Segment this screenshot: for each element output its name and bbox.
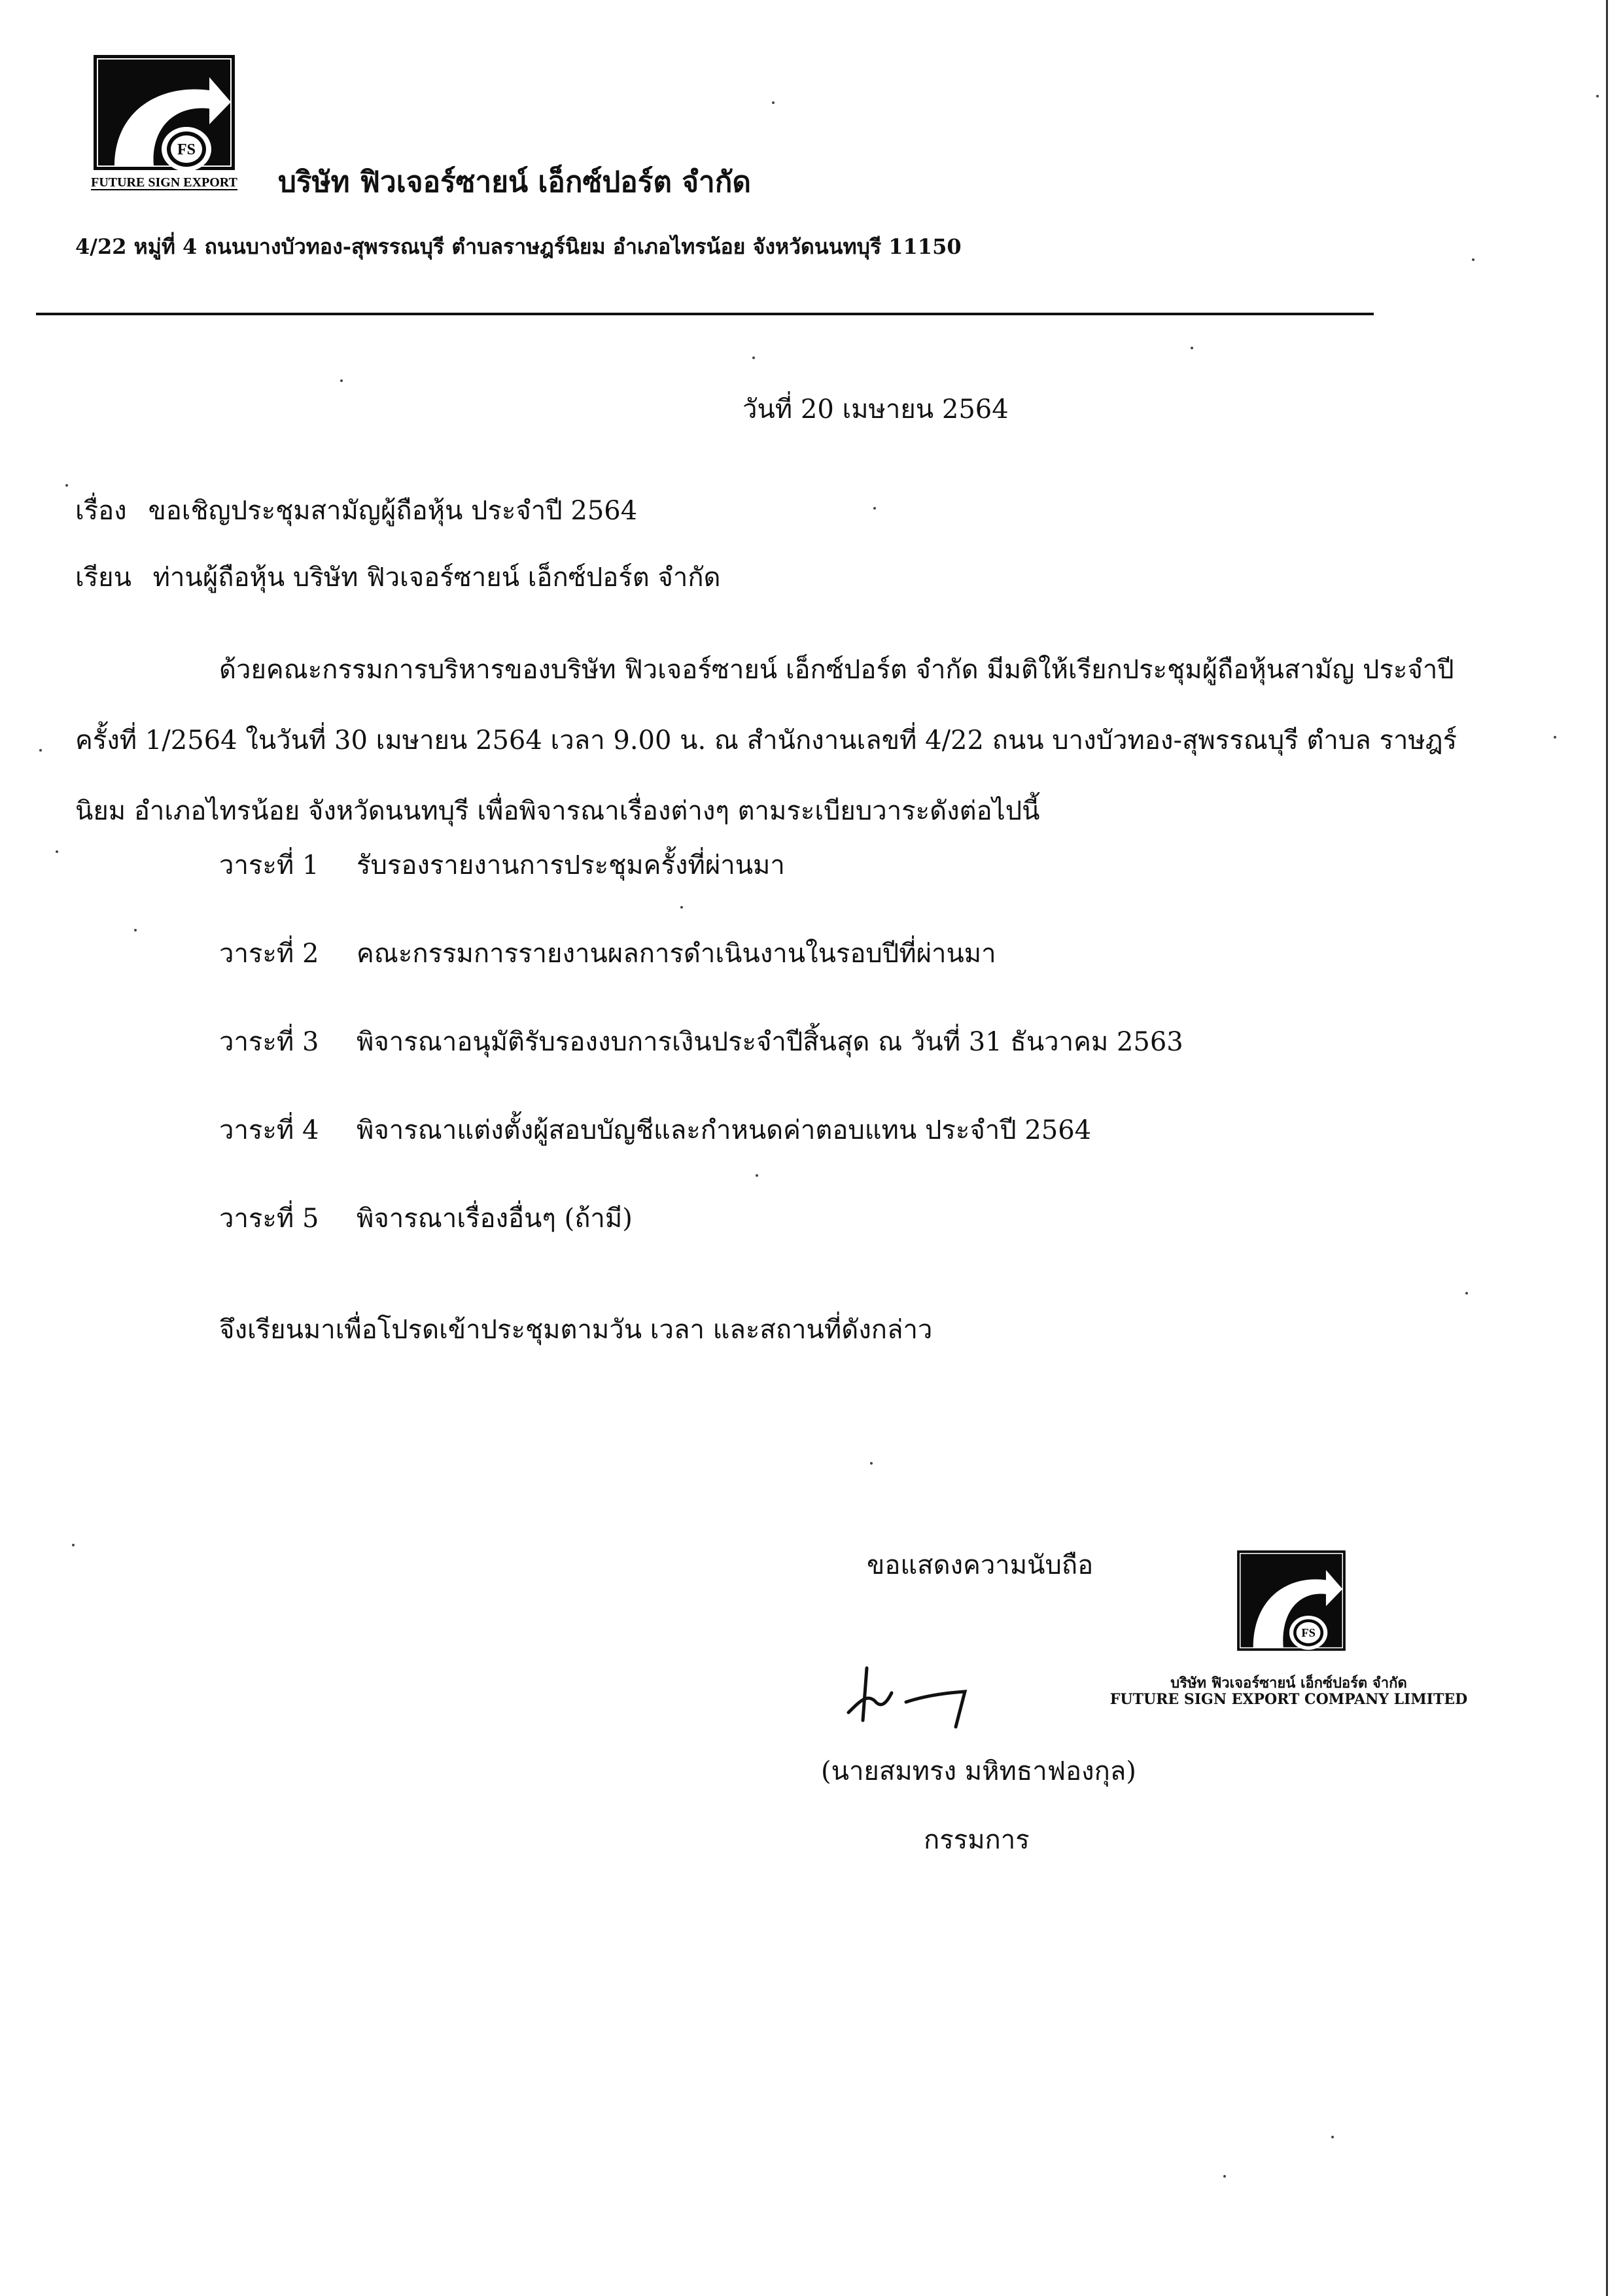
agenda-number: วาระที่ 4 bbox=[219, 1115, 319, 1145]
subject-line bbox=[75, 489, 637, 531]
stamp-letters: FS bbox=[1301, 1626, 1316, 1640]
scan-speck bbox=[72, 1544, 75, 1546]
logo-caption: FUTURE SIGN EXPORT bbox=[91, 175, 237, 190]
subject-label: เรื่อง bbox=[75, 496, 127, 526]
agenda-number: วาระที่ 3 bbox=[219, 1027, 319, 1057]
agenda-number: วาระที่ 1 bbox=[219, 850, 319, 880]
stamp-name-th: บริษัท ฟิวเจอร์ซายน์ เอ็กซ์ปอร์ต จำกัด bbox=[1170, 1675, 1407, 1692]
scan-speck bbox=[39, 749, 42, 752]
body-paragraph bbox=[75, 635, 1501, 846]
stamp-name-en: FUTURE SIGN EXPORT COMPANY LIMITED bbox=[1109, 1691, 1468, 1708]
scan-speck bbox=[65, 484, 68, 487]
scan-speck bbox=[873, 507, 876, 510]
scan-speck bbox=[1465, 1292, 1468, 1295]
scan-speck bbox=[680, 906, 683, 909]
signer-name: (นายสมทรง มหิทธาฟองกุล) bbox=[821, 1756, 1136, 1786]
company-name: บริษัท ฟิวเจอร์ซายน์ เอ็กซ์ปอร์ต จำกัด bbox=[278, 165, 751, 199]
agenda-text: พิจารณาอนุมัติรับรองงบการเงินประจำปีสิ้นสุด ณ วันที่ 31 ธันวาคม 2563 bbox=[357, 1027, 1183, 1057]
scan-speck bbox=[56, 850, 58, 853]
agenda-item bbox=[219, 1109, 1091, 1151]
scan-speck bbox=[772, 101, 775, 104]
closing-request: จึงเรียนมาเพื่อโปรดเข้าประชุมตามวัน เวลา และสถานที่ดังกล่าว bbox=[219, 1315, 933, 1345]
agenda-text: รับรองรายงานการประชุมครั้งที่ผ่านมา bbox=[357, 850, 785, 880]
logo-letters: FS bbox=[177, 141, 196, 158]
agenda-number: วาระที่ 5 bbox=[219, 1204, 319, 1234]
agenda-number: วาระที่ 2 bbox=[219, 939, 319, 969]
scan-speck bbox=[340, 379, 343, 382]
agenda-text: คณะกรรมการรายงานผลการดำเนินงานในรอบปีที่ผ่านมา bbox=[357, 939, 996, 969]
letter-date: วันที่ 20 เมษายน 2564 bbox=[742, 394, 1009, 425]
agenda-text: พิจารณาเรื่องอื่นๆ (ถ้ามี) bbox=[357, 1204, 633, 1234]
scan-speck bbox=[870, 1462, 873, 1465]
scan-speck bbox=[1596, 95, 1599, 97]
agenda-item bbox=[219, 1020, 1183, 1062]
signer-title: กรรมการ bbox=[924, 1825, 1030, 1855]
company-stamp-logo bbox=[1233, 1547, 1350, 1658]
scan-speck bbox=[1554, 736, 1556, 739]
logo-graphic bbox=[88, 51, 240, 195]
scan-speck bbox=[1331, 2136, 1334, 2138]
signature bbox=[841, 1655, 985, 1733]
recipient-label: เรียน bbox=[75, 563, 131, 593]
scan-edge-line bbox=[1606, 0, 1608, 2296]
agenda-item bbox=[219, 932, 996, 974]
scan-speck bbox=[1472, 258, 1475, 261]
company-logo bbox=[88, 51, 240, 195]
agenda-item bbox=[219, 1197, 633, 1239]
subject-text: ขอเชิญประชุมสามัญผู้ถือหุ้น ประจำปี 2564 bbox=[148, 496, 638, 526]
body-paragraph-text: ด้วยคณะกรรมการบริหารของบริษัท ฟิวเจอร์ซายน์ เอ็กซ์ปอร์ต จำกัด มีมติให้เรียกประชุมผู้ถือหุ้นสามัญ ประจำปี ครั้งที่ 1/2564 ในวันที่ 30 เมษายน 2564 เวลา 9.00 น. ณ สำนักงานเลขที่ 4/22 ถนน บางบัวทอง-สุพรรณบุรี ตำบล ราษฎร์นิยม อำเภอไทรน้อย จังหวัดนนทบุรี เพื่อพิจารณาเรื่องต่างๆ ตามระเบียบวาระดังต่อไปนี้ bbox=[75, 655, 1457, 826]
recipient-text: ท่านผู้ถือหุ้น บริษัท ฟิวเจอร์ซายน์ เอ็กซ์ปอร์ต จำกัด bbox=[152, 563, 721, 593]
scan-speck bbox=[1191, 347, 1193, 349]
agenda-text: พิจารณาแต่งตั้งผู้สอบบัญชีและกำหนดค่าตอบแทน ประจำปี 2564 bbox=[357, 1115, 1092, 1145]
scan-speck bbox=[1223, 2175, 1226, 2178]
recipient-line bbox=[75, 556, 721, 598]
scan-speck bbox=[752, 357, 755, 359]
scan-speck bbox=[756, 1174, 758, 1177]
company-address: 4/22 หมู่ที่ 4 ถนนบางบัวทอง-สุพรรณบุรี ตำบลราษฎร์นิยม อำเภอไทรน้อย จังหวัดนนทบุรี 11150 bbox=[75, 234, 962, 259]
agenda-item bbox=[219, 844, 785, 886]
scan-speck bbox=[134, 929, 137, 931]
header-divider bbox=[36, 313, 1374, 315]
closing-regards: ขอแสดงความนับถือ bbox=[867, 1550, 1094, 1580]
